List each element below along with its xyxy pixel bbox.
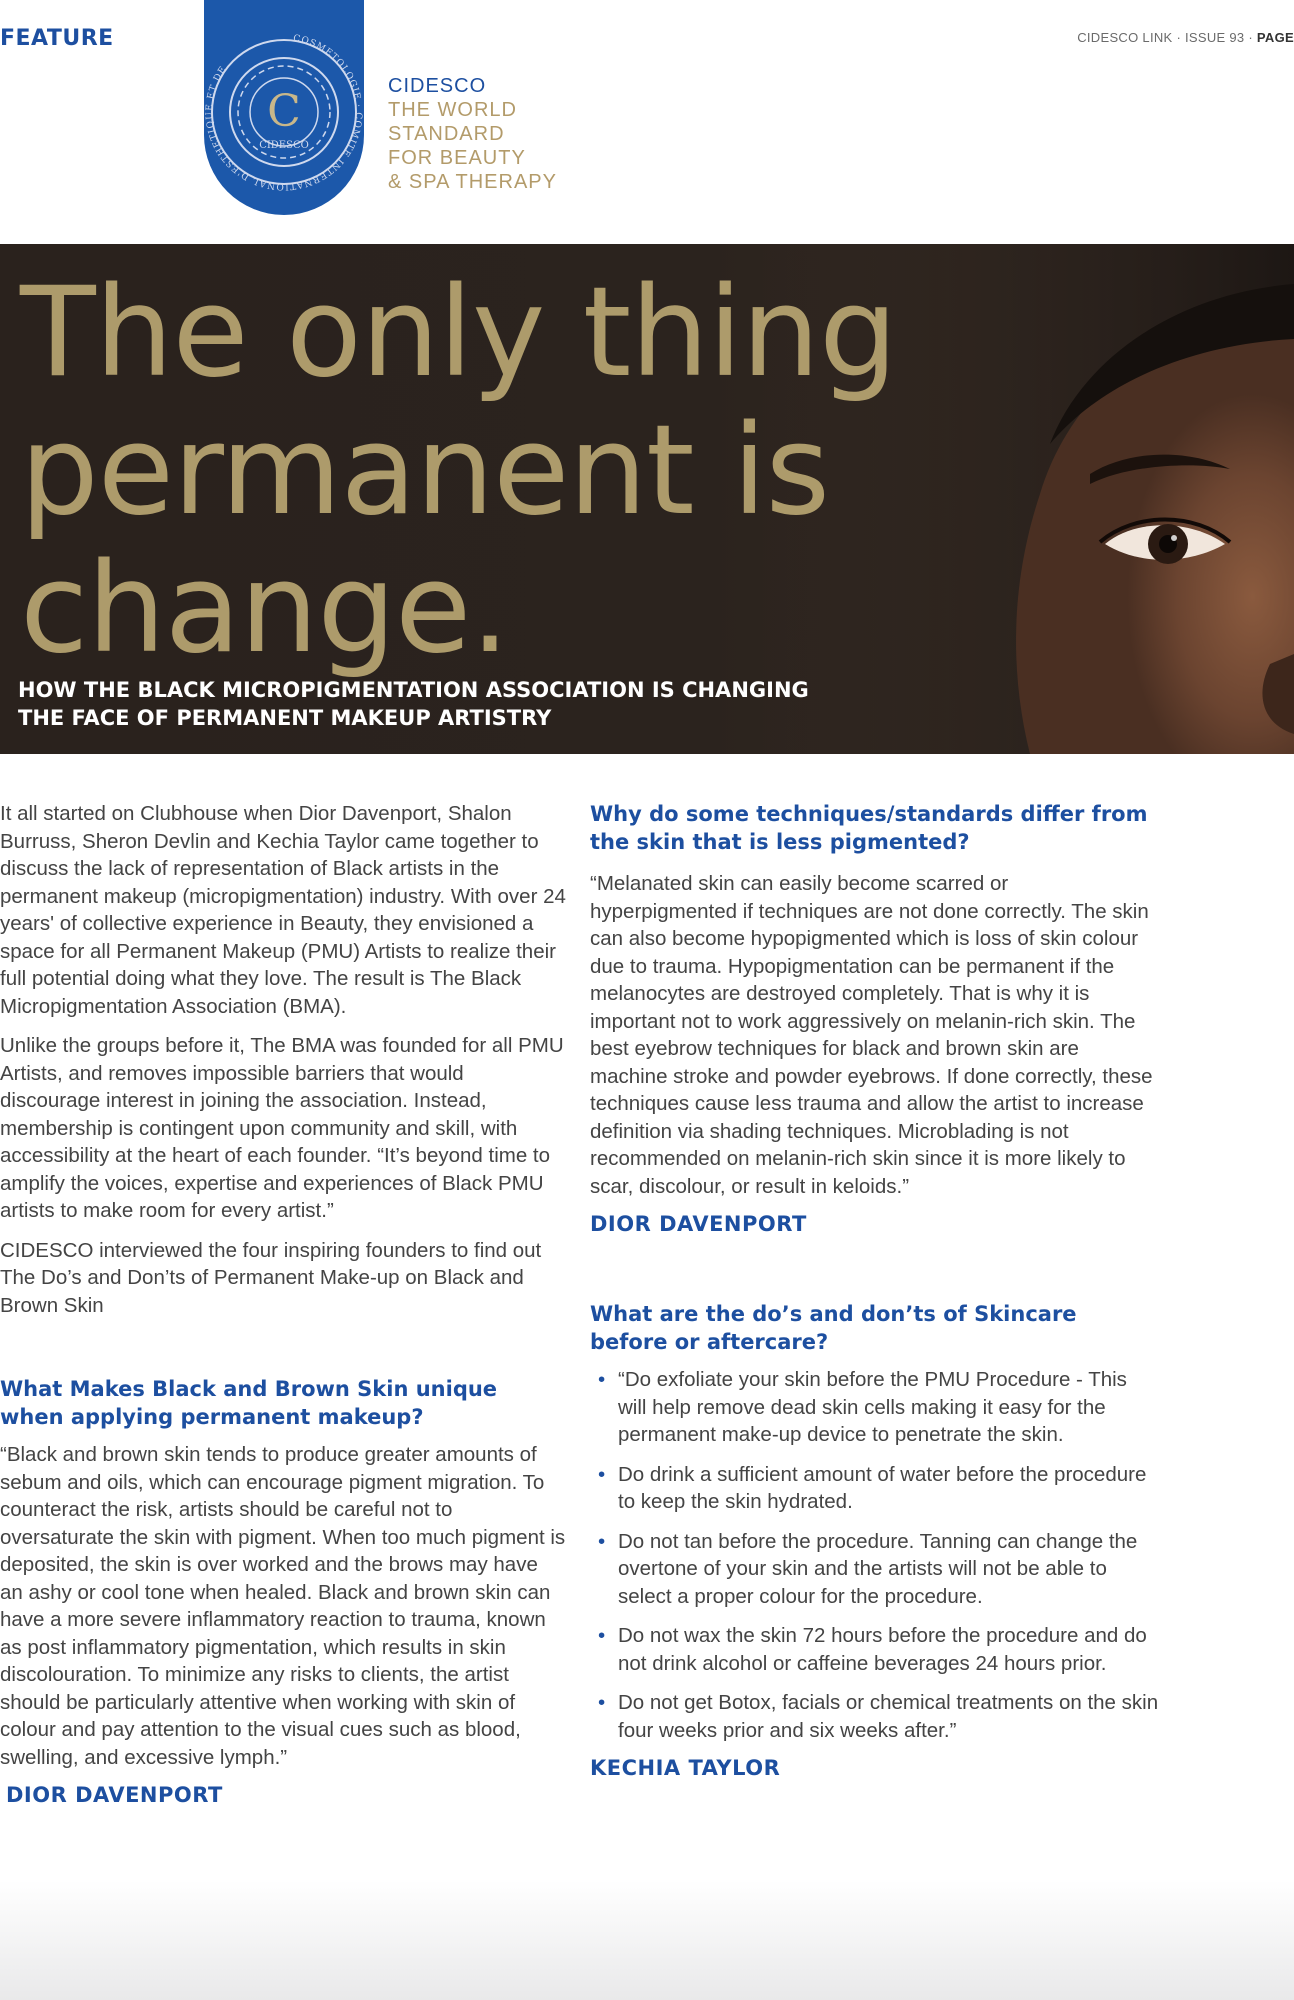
intro-paragraph: Unlike the groups before it, The BMA was founded for all PMU Artists, and removes impossible barriers that would discourage interest in joining the association. Instead, membership is contingent upon community and skill, with accessibility at the heart of each founder. “It’s beyond time to amplify the voices, expertise and experiences of Black PMU artists to make room for every artist.” xyxy=(0,1034,564,1222)
left-column xyxy=(0,800,566,1807)
right-column xyxy=(590,800,1160,1780)
hero-title-line: permanent is xyxy=(20,399,830,543)
intro-paragraph: It all started on Clubhouse when Dior Davenport, Shalon Burruss, Sheron Devlin and Kechia Taylor came together to discuss the lack of representation of Black artists in the permanent makeup (micropigmentation) industry. With over 24 years' of collective experience in Beauty, they envisioned a space for all Permanent Makeup (PMU) Artists to realize their full potential doing what they love. The result is The Black Micropigmentation Association (BMA). xyxy=(0,802,566,1018)
list-item: • “Do exfoliate your skin before the PMU Procedure - This will help remove dead skin cells making it easy for the permanent make-up device to penetrate the skin. xyxy=(590,1366,1160,1449)
answer-paragraph: “Black and brown skin tends to produce greater amounts of sebum and oils, which can encourage pigment migration. To counteract the risk, artists should be careful not to oversaturate the skin with pigment. When too much pigment is deposited, the skin is over worked and the brows may have an ashy or cool tone when healed. Black and brown skin can have a more severe inflammatory reaction to trauma, known as post inflammatory pigmentation, which results in skin discolouration. To minimize any risks to clients, the artist should be particularly attentive when working with skin of colour and pay attention to the visual cues such as blood, swelling, and excessive lymph.” xyxy=(0,1443,566,1769)
hero-subtitle xyxy=(18,676,809,732)
page-bottom-fade xyxy=(0,1880,1294,2000)
tagline-line: FOR BEAUTY xyxy=(388,147,526,169)
section-label: FEATURE xyxy=(0,26,114,51)
tagline-line: THE WORLD xyxy=(388,99,517,121)
author-name: DIOR DAVENPORT xyxy=(590,1212,807,1236)
brand-name: CIDESCO xyxy=(388,75,487,97)
tagline-line: & SPA THERAPY xyxy=(388,171,557,193)
issue-line xyxy=(1077,30,1294,45)
brand-tagline xyxy=(388,74,557,194)
answer-paragraph: “Melanated skin can easily become scarred or hyperpigmented if techniques are not done correctly. The skin can also become hypopigmented which is loss of skin colour due to trauma. Hypopigmentation can be permanent if the melanocytes are destroyed completely. That is why it is important not to work aggressively on melanin-rich skin. The best eyebrow techniques for black and brown skin are machine stroke and powder eyebrows. If done correctly, these techniques cause less trauma and allow the artist to increase definition via shading techniques. Microblading is not recommended on melanin-rich skin since it is more likely to scar, discolour, or result in keloids.” xyxy=(590,872,1153,1198)
question-heading: What Makes Black and Brown Skin unique when applying permanent makeup? xyxy=(0,1377,498,1429)
seal-letter: C xyxy=(267,86,301,137)
author-name: KECHIA TAYLOR xyxy=(590,1756,781,1780)
skincare-list xyxy=(590,1366,1160,1744)
hero-title xyxy=(20,261,897,681)
cidesco-seal-icon xyxy=(204,0,364,215)
hero-title-line: The only thing xyxy=(20,261,897,405)
hero-subtitle-line: HOW THE BLACK MICROPIGMENTATION ASSOCIATION IS CHANGING xyxy=(18,678,809,702)
cidesco-logo-badge xyxy=(204,0,364,215)
question-heading: Why do some techniques/standards differ from the skin that is less pigmented? xyxy=(590,802,1148,854)
list-item: • Do not get Botox, facials or chemical treatments on the skin four weeks prior and six weeks after.” xyxy=(590,1689,1160,1744)
author-name: DIOR DAVENPORT xyxy=(6,1783,223,1807)
seal-center-text: CIDESCO xyxy=(259,140,309,151)
list-item: • Do not tan before the procedure. Tanning can change the overtone of your skin and the artists will not be able to select a proper colour for the procedure. xyxy=(590,1528,1160,1611)
list-item: • Do drink a sufficient amount of water before the procedure to keep the skin hydrated. xyxy=(590,1461,1160,1516)
hero-banner xyxy=(0,244,1294,754)
intro-paragraph: CIDESCO interviewed the four inspiring founders to find out The Do’s and Don’ts of Permanent Make-up on Black and Brown Skin xyxy=(0,1238,542,1317)
list-item: • Do not wax the skin 72 hours before the procedure and do not drink alcohol or caffeine beverages 24 hours prior. xyxy=(590,1622,1160,1677)
hero-subtitle-line: THE FACE OF PERMANENT MAKEUP ARTISTRY xyxy=(18,706,552,730)
issue-page: PAGE xyxy=(1256,30,1294,45)
tagline-line: STANDARD xyxy=(388,123,505,145)
issue-prefix: CIDESCO LINK · ISSUE 93 · xyxy=(1077,30,1257,45)
question-heading: What are the do’s and don’ts of Skincare before or aftercare? xyxy=(590,1302,1077,1354)
seal-ring-path: COSMETOLOGIE · COMITE INTERNATIONAL D'ESTHETIQUE ET DE xyxy=(204,33,364,192)
hero-title-line: change. xyxy=(20,537,509,681)
